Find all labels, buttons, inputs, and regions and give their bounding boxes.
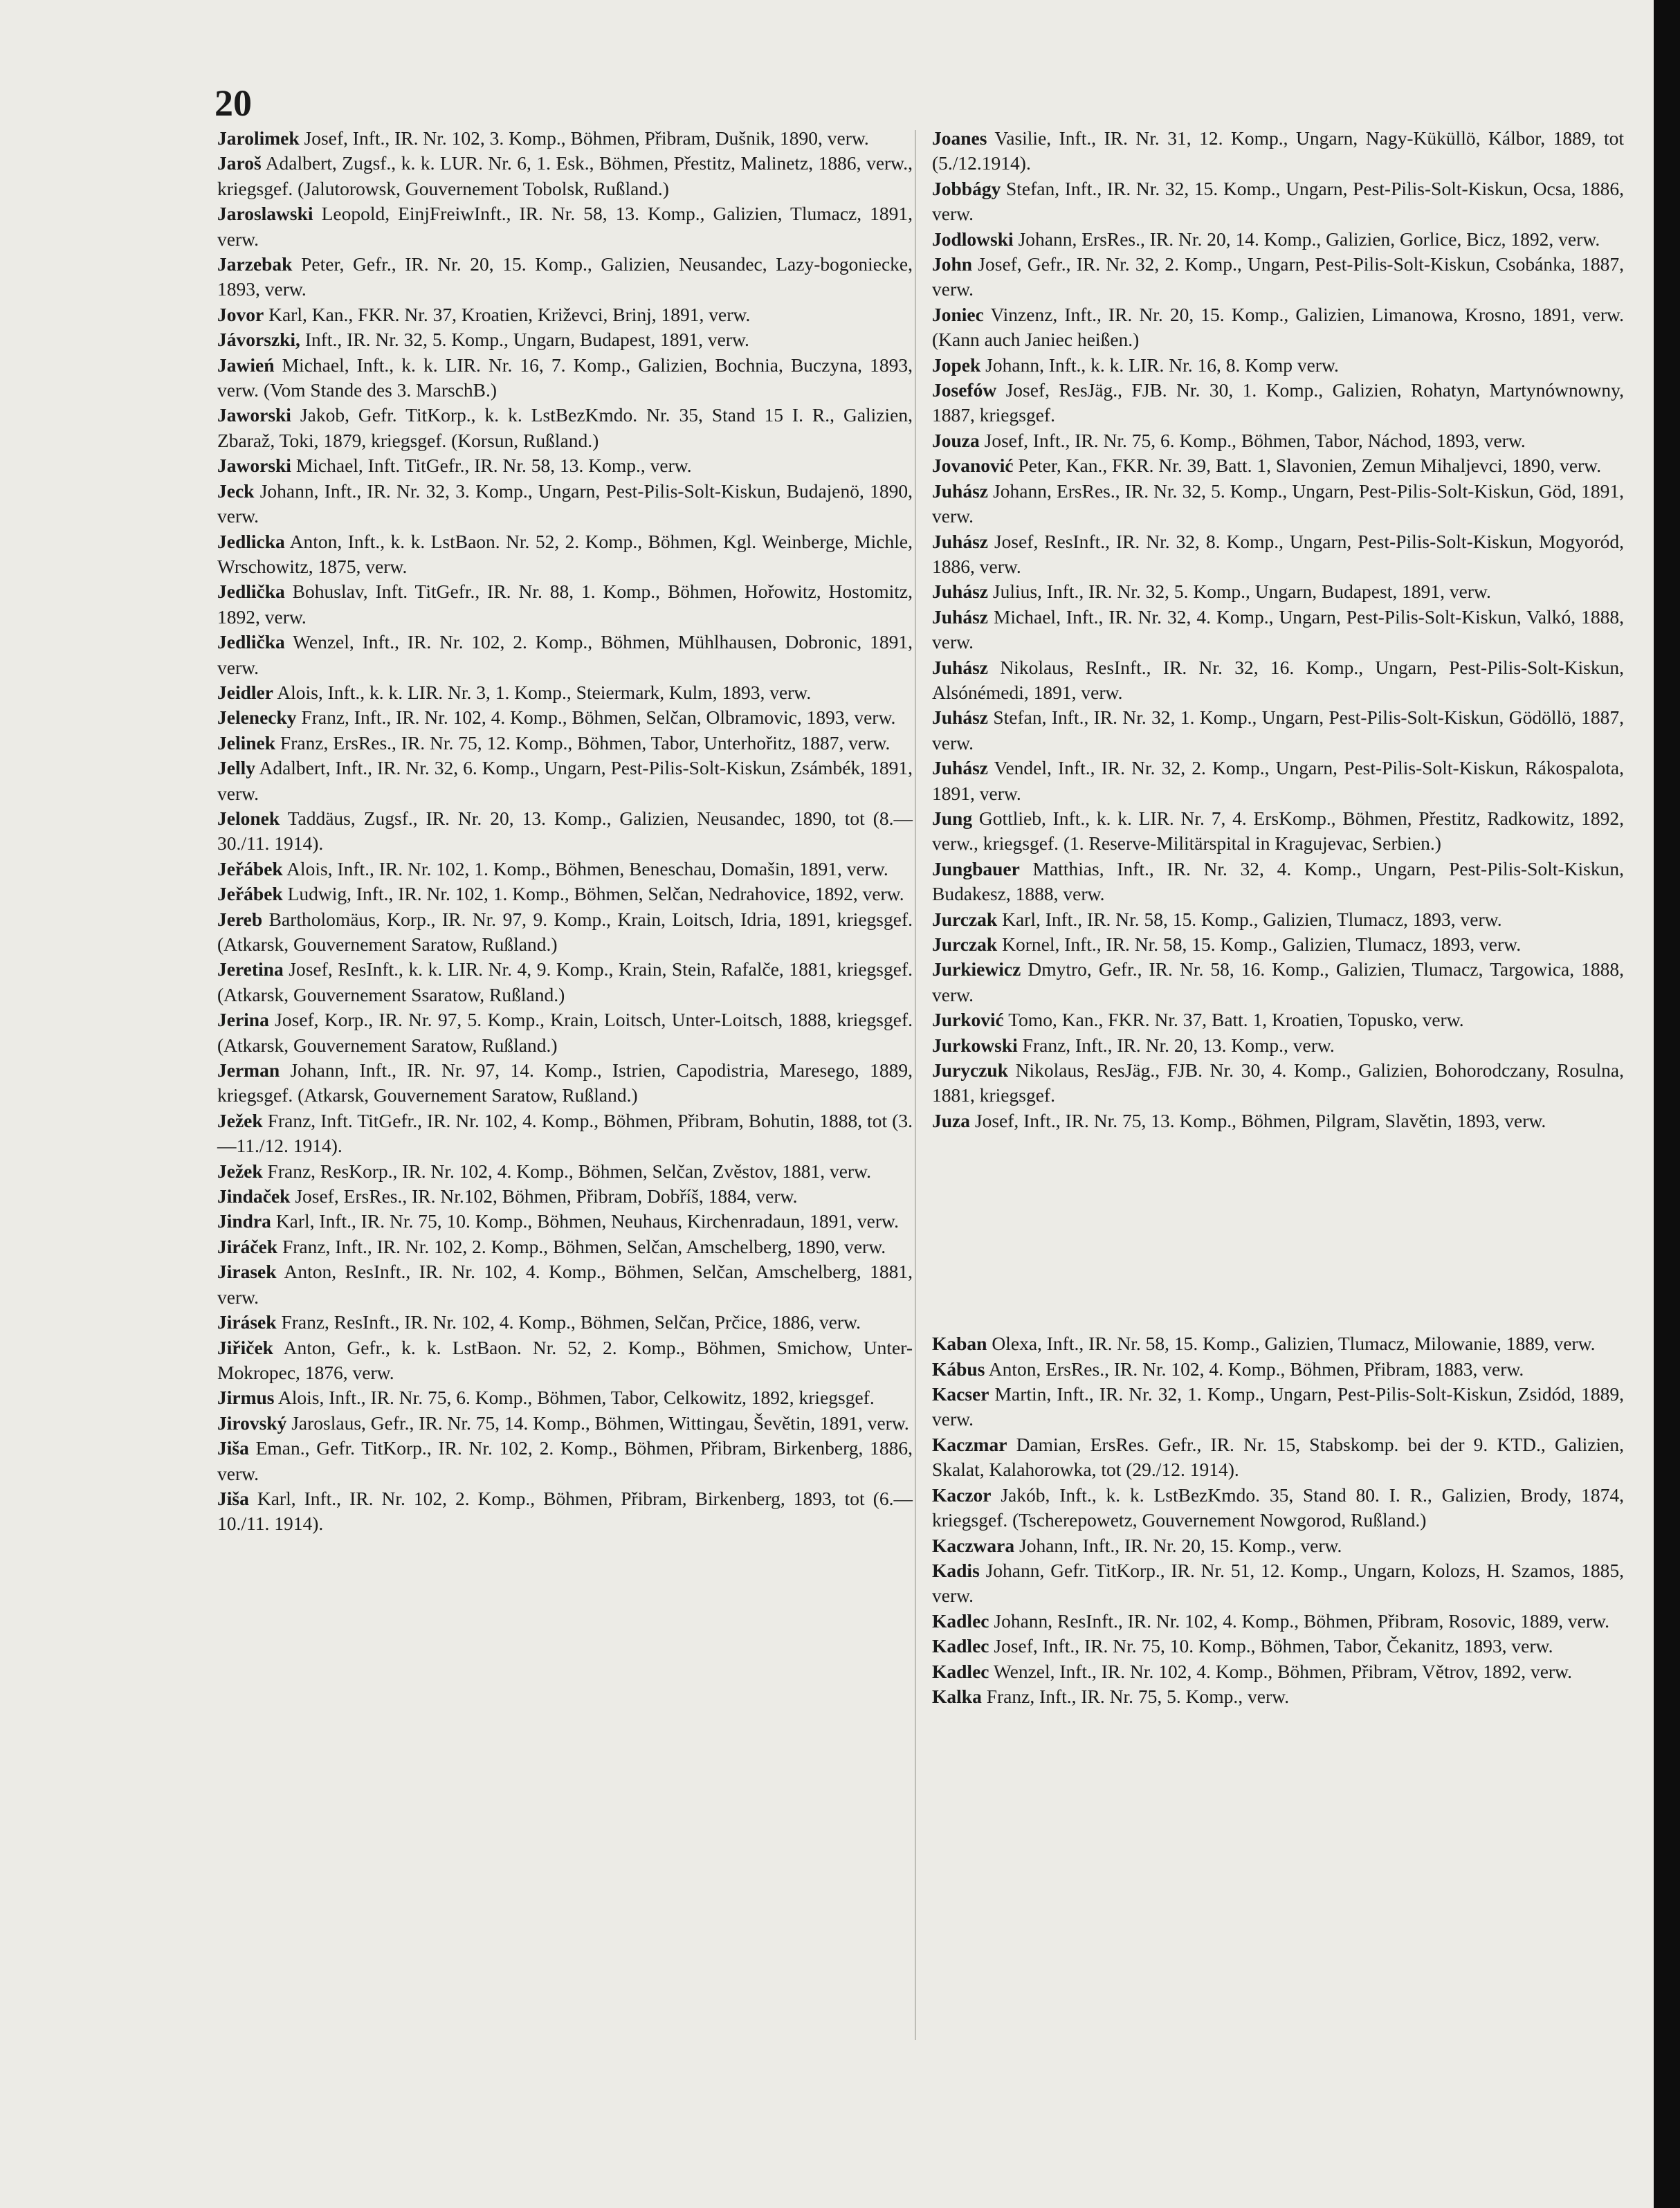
entry-surname: Jereb: [217, 908, 263, 930]
entry-details: Josef, ResJäg., FJB. Nr. 30, 1. Komp., Galizien, Rohatyn, Martynównowny, 1887, kriegsgef.: [932, 379, 1624, 426]
entry-details: Jaroslaus, Gefr., IR. Nr. 75, 14. Komp., Böhmen, Wittingau, Ševětin, 1891, verw.: [286, 1412, 909, 1434]
register-entry: [217, 126, 913, 151]
entry-details: Johann, ErsRes., IR. Nr. 32, 5. Komp., Ungarn, Pest-Pilis-Solt-Kiskun, Göd, 1891, verw.: [932, 480, 1624, 527]
register-entry: [932, 1007, 1624, 1032]
entry-details: Julius, Inft., IR. Nr. 32, 5. Komp., Ungarn, Budapest, 1891, verw.: [988, 581, 1491, 603]
register-entry: [932, 655, 1624, 706]
entry-surname: John: [932, 253, 973, 275]
register-entry: [217, 907, 913, 958]
entry-details: Anton, Gefr., k. k. LstBaon. Nr. 52, 2. Komp., Böhmen, Smichow, Unter-Mokropec, 1876, verw.: [217, 1336, 913, 1383]
entry-surname: Jelenecky: [217, 706, 297, 729]
entry-surname: Kaczwara: [932, 1534, 1015, 1556]
right-column: [932, 126, 1624, 1709]
entry-surname: Kaczmar: [932, 1433, 1007, 1455]
entry-surname: Kaczor: [932, 1484, 992, 1506]
entry-details: Vendel, Inft., IR. Nr. 32, 2. Komp., Ungarn, Pest-Pilis-Solt-Kiskun, Rákospalota, 1891, verw.: [932, 757, 1624, 804]
register-entry: [217, 806, 913, 857]
entry-details: Johann, Inft., IR. Nr. 32, 3. Komp., Ungarn, Pest-Pilis-Solt-Kiskun, Budajenö, 1890, verw.: [217, 480, 913, 527]
register-entry: [217, 327, 913, 352]
register-entry: [217, 630, 913, 680]
entry-surname: Kadlec: [932, 1609, 989, 1632]
entry-surname: Jerina: [217, 1009, 269, 1031]
entry-details: Josef, Inft., IR. Nr. 102, 3. Komp., Böhmen, Přibram, Dušnik, 1890, verw.: [299, 127, 869, 149]
register-entry: [217, 1335, 913, 1386]
entry-details: Josef, ErsRes., IR. Nr.102, Böhmen, Přibram, Dobříš, 1884, verw.: [290, 1185, 798, 1207]
entry-details: Johann, Inft., IR. Nr. 20, 15. Komp., verw.: [1014, 1534, 1342, 1556]
entry-details: Alois, Inft., IR. Nr. 102, 1. Komp., Böhmen, Beneschau, Domašin, 1891, verw.: [282, 857, 888, 879]
register-entry: [932, 302, 1624, 353]
register-entry: [932, 1432, 1624, 1483]
left-column: [217, 126, 913, 1537]
entry-details: Josef, Inft., IR. Nr. 75, 13. Komp., Böhmen, Pilgram, Slavětin, 1893, verw.: [970, 1109, 1546, 1131]
entry-details: Wenzel, Inft., IR. Nr. 102, 4. Komp., Böhmen, Přibram, Větrov, 1892, verw.: [989, 1660, 1573, 1682]
register-entry: [932, 428, 1624, 453]
entry-details: Tomo, Kan., FKR. Nr. 37, Batt. 1, Kroatien, Topusko, verw.: [1003, 1009, 1464, 1031]
entry-details: Karl, Inft., IR. Nr. 75, 10. Komp., Böhmen, Neuhaus, Kirchenradaun, 1891, verw.: [271, 1210, 899, 1232]
entry-surname: Jindaček: [217, 1185, 291, 1207]
entry-surname: Jelonek: [217, 807, 280, 829]
register-entry: [217, 302, 913, 327]
register-entry: [217, 1310, 913, 1335]
entry-surname: Jung: [932, 807, 973, 829]
register-entry: [932, 378, 1624, 428]
entry-details: Peter, Gefr., IR. Nr. 20, 15. Komp., Galizien, Neusandec, Lazy-bogoniecke, 1893, verw.: [217, 253, 913, 300]
entry-surname: Jerman: [217, 1059, 280, 1082]
entry-surname: Jurković: [932, 1009, 1004, 1031]
entry-surname: Jurczak: [932, 908, 998, 930]
entry-surname: Juza: [932, 1109, 970, 1131]
register-entry: [217, 529, 913, 580]
entry-details: Karl, Inft., IR. Nr. 58, 15. Komp., Galizien, Tlumacz, 1893, verw.: [997, 908, 1502, 930]
entry-surname: Jedlička: [217, 581, 285, 603]
register-entry: [217, 1436, 913, 1486]
entry-surname: Jindra: [217, 1210, 271, 1232]
entry-details: Inft., IR. Nr. 32, 5. Komp., Ungarn, Budapest, 1891, verw.: [300, 329, 749, 351]
register-entry: [932, 1609, 1624, 1634]
entry-details: Josef, ResInft., k. k. LIR. Nr. 4, 9. Komp., Krain, Stein, Rafalče, 1881, kriegsgef. (Atkarsk, Gouvernement Ssaratow, Rußland.): [217, 958, 913, 1005]
entry-details: Olexa, Inft., IR. Nr. 58, 15. Komp., Galizien, Tlumacz, Milowanie, 1889, verw.: [987, 1333, 1596, 1355]
entry-details: Alois, Inft., k. k. LIR. Nr. 3, 1. Komp., Steiermark, Kulm, 1893, verw.: [273, 681, 812, 703]
entry-surname: Jeck: [217, 480, 255, 502]
entry-details: Stefan, Inft., IR. Nr. 32, 1. Komp., Ungarn, Pest-Pilis-Solt-Kiskun, Gödöllö, 1887, verw.: [932, 706, 1624, 754]
entry-details: Michael, Inft., k. k. LIR. Nr. 16, 7. Komp., Galizien, Bochnia, Buczyna, 1893, verw. (Vom Stande des 3. MarschB.): [217, 354, 913, 401]
entry-details: Franz, Inft., IR. Nr. 20, 13. Komp., verw.: [1017, 1034, 1335, 1056]
register-entry: [932, 479, 1624, 529]
register-entry: [217, 680, 913, 705]
register-entry: [217, 1184, 913, 1209]
entry-details: Nikolaus, ResInft., IR. Nr. 32, 16. Komp., Ungarn, Pest-Pilis-Solt-Kiskun, Alsónémedi, 1891, verw.: [932, 656, 1624, 703]
entry-details: Adalbert, Inft., IR. Nr. 32, 6. Komp., Ungarn, Pest-Pilis-Solt-Kiskun, Zsámbék, 1891, verw.: [217, 757, 913, 804]
entry-surname: Jurkowski: [932, 1034, 1018, 1056]
register-entry: [217, 1234, 913, 1259]
entry-surname: Jovor: [217, 303, 264, 325]
entry-details: Stefan, Inft., IR. Nr. 32, 15. Komp., Ungarn, Pest-Pilis-Solt-Kiskun, Ocsa, 1886, verw.: [932, 177, 1624, 225]
register-entry: [932, 1033, 1624, 1058]
entry-details: Anton, Inft., k. k. LstBaon. Nr. 52, 2. Komp., Böhmen, Kgl. Weinberge, Michle, Wrschowitz, 1875, verw.: [217, 530, 913, 577]
register-entry: [217, 756, 913, 806]
register-entry: [217, 1209, 913, 1234]
register-entry: [932, 1558, 1624, 1609]
entry-surname: Jiřiček: [217, 1336, 273, 1358]
entry-surname: Jurczak: [932, 933, 998, 955]
entry-surname: Kadis: [932, 1559, 980, 1581]
entry-details: Franz, ErsRes., IR. Nr. 75, 12. Komp., Böhmen, Tabor, Unterhořitz, 1887, verw.: [275, 731, 891, 754]
entry-surname: Juhász: [932, 530, 988, 552]
entry-details: Peter, Kan., FKR. Nr. 39, Batt. 1, Slavonien, Zemun Mihaljevci, 1890, verw.: [1013, 455, 1602, 477]
entry-details: Josef, Gefr., IR. Nr. 32, 2. Komp., Ungarn, Pest-Pilis-Solt-Kiskun, Csobánka, 1887, verw.: [932, 253, 1624, 300]
entry-surname: Jawień: [217, 354, 275, 376]
entry-surname: Kadlec: [932, 1660, 989, 1682]
register-entry: [932, 932, 1624, 957]
entry-surname: Ježek: [217, 1160, 263, 1182]
entry-surname: Jelly: [217, 757, 255, 779]
entry-surname: Jirásek: [217, 1311, 277, 1333]
entry-surname: Jelinek: [217, 731, 276, 754]
register-entry: [217, 252, 913, 302]
scan-edge: [1654, 0, 1680, 2208]
entry-surname: Jeidler: [217, 681, 273, 703]
entry-surname: Juhász: [932, 480, 988, 502]
entry-surname: Kacser: [932, 1383, 989, 1405]
entry-surname: Jarolimek: [217, 127, 300, 149]
entry-surname: Juhász: [932, 581, 988, 603]
register-entry: [217, 1411, 913, 1436]
entry-surname: Jouza: [932, 429, 980, 451]
entry-surname: Josefów: [932, 379, 997, 401]
entry-surname: Kaban: [932, 1333, 987, 1355]
entry-surname: Juhász: [932, 706, 988, 729]
entry-surname: Joanes: [932, 127, 987, 149]
register-entry: [217, 479, 913, 529]
register-entry: [932, 453, 1624, 478]
register-entry: [932, 907, 1624, 932]
register-entry: [932, 1483, 1624, 1533]
entry-surname: Kalka: [932, 1685, 982, 1707]
entry-details: Jakób, Inft., k. k. LstBezKmdo. 35, Stand 80. I. R., Galizien, Brody, 1874, kriegsgef. (Tscherepowetz, Gouvernement Nowgorod, Rußland.): [932, 1484, 1624, 1531]
register-entry: [932, 1533, 1624, 1558]
register-entry: [932, 1659, 1624, 1684]
entry-details: Franz, Inft. TitGefr., IR. Nr. 102, 4. Komp., Böhmen, Přibram, Bohutin, 1888, tot (3.—11./12. 1914).: [217, 1109, 913, 1157]
entry-details: Damian, ErsRes. Gefr., IR. Nr. 15, Stabskomp. bei der 9. KTD., Galizien, Skalat, Kalahorowka, tot (29./12. 1914).: [932, 1433, 1624, 1481]
register-entry: [217, 201, 913, 252]
entry-surname: Jávorszki,: [217, 329, 300, 351]
register-entry: [932, 227, 1624, 252]
register-entry: [932, 529, 1624, 580]
register-entry: [217, 1007, 913, 1058]
register-entry: [217, 353, 913, 403]
entry-details: Gottlieb, Inft., k. k. LIR. Nr. 7, 4. ErsKomp., Böhmen, Přestitz, Radkowitz, 1892, verw., kriegsgef. (1. Reserve-Militärspital in Kragujevac, Serbien.): [932, 807, 1624, 855]
entry-surname: Jirmus: [217, 1387, 275, 1409]
entry-surname: Jiša: [217, 1437, 249, 1459]
register-entry: [932, 957, 1624, 1007]
entry-details: Eman., Gefr. TitKorp., IR. Nr. 102, 2. Komp., Böhmen, Přibram, Birkenberg, 1886, verw.: [217, 1437, 913, 1484]
entry-surname: Jaroslawski: [217, 203, 313, 225]
register-entry: [932, 126, 1624, 176]
entry-surname: Kadlec: [932, 1635, 989, 1657]
entry-details: Ludwig, Inft., IR. Nr. 102, 1. Komp., Böhmen, Selčan, Nedrahovice, 1892, verw.: [282, 883, 904, 905]
register-entry: [932, 579, 1624, 604]
entry-details: Michael, Inft., IR. Nr. 32, 4. Komp., Ungarn, Pest-Pilis-Solt-Kiskun, Valkó, 1888, verw.: [932, 605, 1624, 653]
entry-details: Taddäus, Zugsf., IR. Nr. 20, 13. Komp., Galizien, Neusandec, 1890, tot (8.—30./11. 1914).: [217, 807, 913, 855]
entry-surname: Jovanović: [932, 455, 1014, 477]
entry-surname: Jaworski: [217, 455, 291, 477]
entry-surname: Jarzebak: [217, 253, 293, 275]
register-entry: [217, 882, 913, 906]
entry-details: Martin, Inft., IR. Nr. 32, 1. Komp., Ungarn, Pest-Pilis-Solt-Kiskun, Zsidód, 1889, verw.: [932, 1383, 1624, 1430]
entry-surname: Juhász: [932, 605, 988, 628]
entry-details: Michael, Inft. TitGefr., IR. Nr. 58, 13. Komp., verw.: [291, 455, 692, 477]
entry-details: Jakob, Gefr. TitKorp., k. k. LstBezKmdo. Nr. 35, Stand 15 I. R., Galizien, Zbaraž, Toki, 1879, kriegsgef. (Korsun, Rußland.): [217, 404, 913, 451]
register-entry: [217, 731, 913, 756]
entry-surname: Juryczuk: [932, 1059, 1008, 1082]
page-number: 20: [214, 82, 252, 124]
entry-details: Bartholomäus, Korp., IR. Nr. 97, 9. Komp., Krain, Loitsch, Idria, 1891, kriegsgef. (Atkarsk, Gouvernement Saratow, Rußland.): [217, 908, 913, 955]
entry-surname: Kábus: [932, 1358, 985, 1380]
register-entry: [932, 1382, 1624, 1432]
register-entry: [932, 176, 1624, 227]
entry-details: Nikolaus, ResJäg., FJB. Nr. 30, 4. Komp., Galizien, Bohorodczany, Rosulna, 1881, kriegsgef.: [932, 1059, 1624, 1106]
entry-details: Josef, ResInft., IR. Nr. 32, 8. Komp., Ungarn, Pest-Pilis-Solt-Kiskun, Mogyoród, 1886, verw.: [932, 530, 1624, 577]
entry-surname: Jaroš: [217, 152, 262, 174]
register-entry: [217, 957, 913, 1007]
entry-details: Vasilie, Inft., IR. Nr. 31, 12. Komp., Ungarn, Nagy-Küküllö, Kálbor, 1889, tot (5./12.1914).: [932, 127, 1624, 174]
register-entry: [932, 605, 1624, 655]
entry-details: Adalbert, Zugsf., k. k. LUR. Nr. 6, 1. Esk., Böhmen, Přestitz, Malinetz, 1886, verw., kriegsgef. (Jalutorowsk, Gouvernement Tobolsk, Rußland.): [217, 152, 913, 199]
register-entry: [932, 1058, 1624, 1108]
entry-surname: Jaworski: [217, 404, 291, 426]
entry-details: Kornel, Inft., IR. Nr. 58, 15. Komp., Galizien, Tlumacz, 1893, verw.: [997, 933, 1522, 955]
register-entry: [217, 151, 913, 201]
entry-details: Franz, Inft., IR. Nr. 102, 2. Komp., Böhmen, Selčan, Amschelberg, 1890, verw.: [277, 1235, 886, 1257]
column-divider: [915, 130, 916, 2040]
entry-details: Johann, ResInft., IR. Nr. 102, 4. Komp., Böhmen, Přibram, Rosovic, 1889, verw.: [989, 1609, 1609, 1632]
register-entry: [932, 353, 1624, 378]
entry-surname: Jodlowski: [932, 228, 1014, 250]
register-entry: [217, 1159, 913, 1184]
entry-surname: Jirovský: [217, 1412, 287, 1434]
entry-details: Franz, ResInft., IR. Nr. 102, 4. Komp., Böhmen, Selčan, Prčice, 1886, verw.: [276, 1311, 861, 1333]
entry-surname: Jiráček: [217, 1235, 278, 1257]
entry-details: Dmytro, Gefr., IR. Nr. 58, 16. Komp., Galizien, Tlumacz, Targowica, 1888, verw.: [932, 958, 1624, 1005]
entry-details: Josef, Inft., IR. Nr. 75, 6. Komp., Böhmen, Tabor, Náchod, 1893, verw.: [979, 429, 1526, 451]
register-entry: [932, 1331, 1624, 1356]
entry-surname: Jedlička: [217, 631, 285, 653]
entry-surname: Jirasek: [217, 1261, 277, 1283]
register-entry: [932, 252, 1624, 302]
entry-details: Wenzel, Inft., IR. Nr. 102, 2. Komp., Böhmen, Mühlhausen, Dobronic, 1891, verw.: [217, 631, 913, 678]
register-entry: [932, 1684, 1624, 1709]
entry-details: Leopold, EinjFreiwInft., IR. Nr. 58, 13. Komp., Galizien, Tlumacz, 1891, verw.: [217, 203, 913, 250]
entry-details: Bohuslav, Inft. TitGefr., IR. Nr. 88, 1. Komp., Böhmen, Hořowitz, Hostomitz, 1892, verw.: [217, 581, 913, 628]
register-entry: [932, 857, 1624, 907]
entry-surname: Jeřábek: [217, 857, 283, 879]
register-entry: [217, 857, 913, 882]
entry-surname: Ježek: [217, 1109, 263, 1131]
entry-details: Alois, Inft., IR. Nr. 75, 6. Komp., Böhmen, Tabor, Celkowitz, 1892, kriegsgef.: [274, 1387, 875, 1409]
section-gap: [932, 1133, 1624, 1331]
register-entry: [217, 1108, 913, 1159]
entry-details: Josef, Inft., IR. Nr. 75, 10. Komp., Böhmen, Tabor, Čekanitz, 1893, verw.: [989, 1635, 1553, 1657]
register-entry: [217, 1259, 913, 1310]
entry-details: Karl, Inft., IR. Nr. 102, 2. Komp., Böhmen, Přibram, Birkenberg, 1893, tot (6.—10./11. 1914).: [217, 1487, 913, 1535]
register-entry: [217, 1385, 913, 1410]
right-column-k-section: [932, 1331, 1624, 1709]
register-entry: [932, 756, 1624, 806]
register-entry: [217, 1486, 913, 1537]
entry-details: Johann, Gefr. TitKorp., IR. Nr. 51, 12. Komp., Ungarn, Kolozs, H. Szamos, 1885, verw.: [932, 1559, 1624, 1607]
register-entry: [932, 705, 1624, 756]
entry-surname: Jiša: [217, 1487, 249, 1509]
entry-details: Anton, ResInft., IR. Nr. 102, 4. Komp., Böhmen, Selčan, Amschelberg, 1881, verw.: [217, 1261, 913, 1308]
entry-details: Johann, ErsRes., IR. Nr. 20, 14. Komp., Galizien, Gorlice, Bicz, 1892, verw.: [1013, 228, 1600, 250]
register-entry: [217, 705, 913, 730]
register-entry: [217, 453, 913, 478]
register-entry: [932, 1634, 1624, 1659]
entry-surname: Juhász: [932, 757, 988, 779]
entry-details: Franz, Inft., IR. Nr. 75, 5. Komp., verw.: [981, 1685, 1290, 1707]
entry-surname: Juhász: [932, 656, 988, 678]
entry-details: Josef, Korp., IR. Nr. 97, 5. Komp., Krain, Loitsch, Unter-Loitsch, 1888, kriegsgef. (Atkarsk, Gouvernement Saratow, Rußland.): [217, 1009, 913, 1056]
entry-details: Karl, Kan., FKR. Nr. 37, Kroatien, Križevci, Brinj, 1891, verw.: [264, 303, 751, 325]
entry-surname: Jeretina: [217, 958, 284, 980]
register-entry: [932, 1357, 1624, 1382]
entry-details: Anton, ErsRes., IR. Nr. 102, 4. Komp., Böhmen, Přibram, 1883, verw.: [985, 1358, 1524, 1380]
entry-details: Franz, Inft., IR. Nr. 102, 4. Komp., Böhmen, Selčan, Olbramovic, 1893, verw.: [296, 706, 896, 729]
register-entry: [932, 1108, 1624, 1133]
entry-details: Franz, ResKorp., IR. Nr. 102, 4. Komp., Böhmen, Selčan, Zvěstov, 1881, verw.: [262, 1160, 872, 1182]
entry-surname: Jedlicka: [217, 530, 285, 552]
register-entry: [932, 806, 1624, 857]
right-column-j-section: [932, 126, 1624, 1133]
register-entry: [217, 1058, 913, 1108]
entry-surname: Jobbágy: [932, 177, 1001, 199]
entry-details: Johann, Inft., IR. Nr. 97, 14. Komp., Istrien, Capodistria, Maresego, 1889, kriegsgef. (Atkarsk, Gouvernement Saratow, Rußland.): [217, 1059, 913, 1106]
entry-details: Johann, Inft., k. k. LIR. Nr. 16, 8. Komp verw.: [980, 354, 1339, 376]
entry-surname: Jeřábek: [217, 883, 283, 905]
entry-surname: Jungbauer: [932, 857, 1020, 879]
entry-details: Vinzenz, Inft., IR. Nr. 20, 15. Komp., Galizien, Limanowa, Krosno, 1891, verw. (Kann auch Janiec heißen.): [932, 303, 1624, 351]
register-entry: [217, 579, 913, 630]
register-entry: [217, 403, 913, 453]
entry-surname: Jurkiewicz: [932, 958, 1021, 980]
entry-surname: Jopek: [932, 354, 981, 376]
entry-details: Matthias, Inft., IR. Nr. 32, 4. Komp., Ungarn, Pest-Pilis-Solt-Kiskun, Budakesz, 1888, verw.: [932, 857, 1624, 905]
entry-surname: Joniec: [932, 303, 984, 325]
